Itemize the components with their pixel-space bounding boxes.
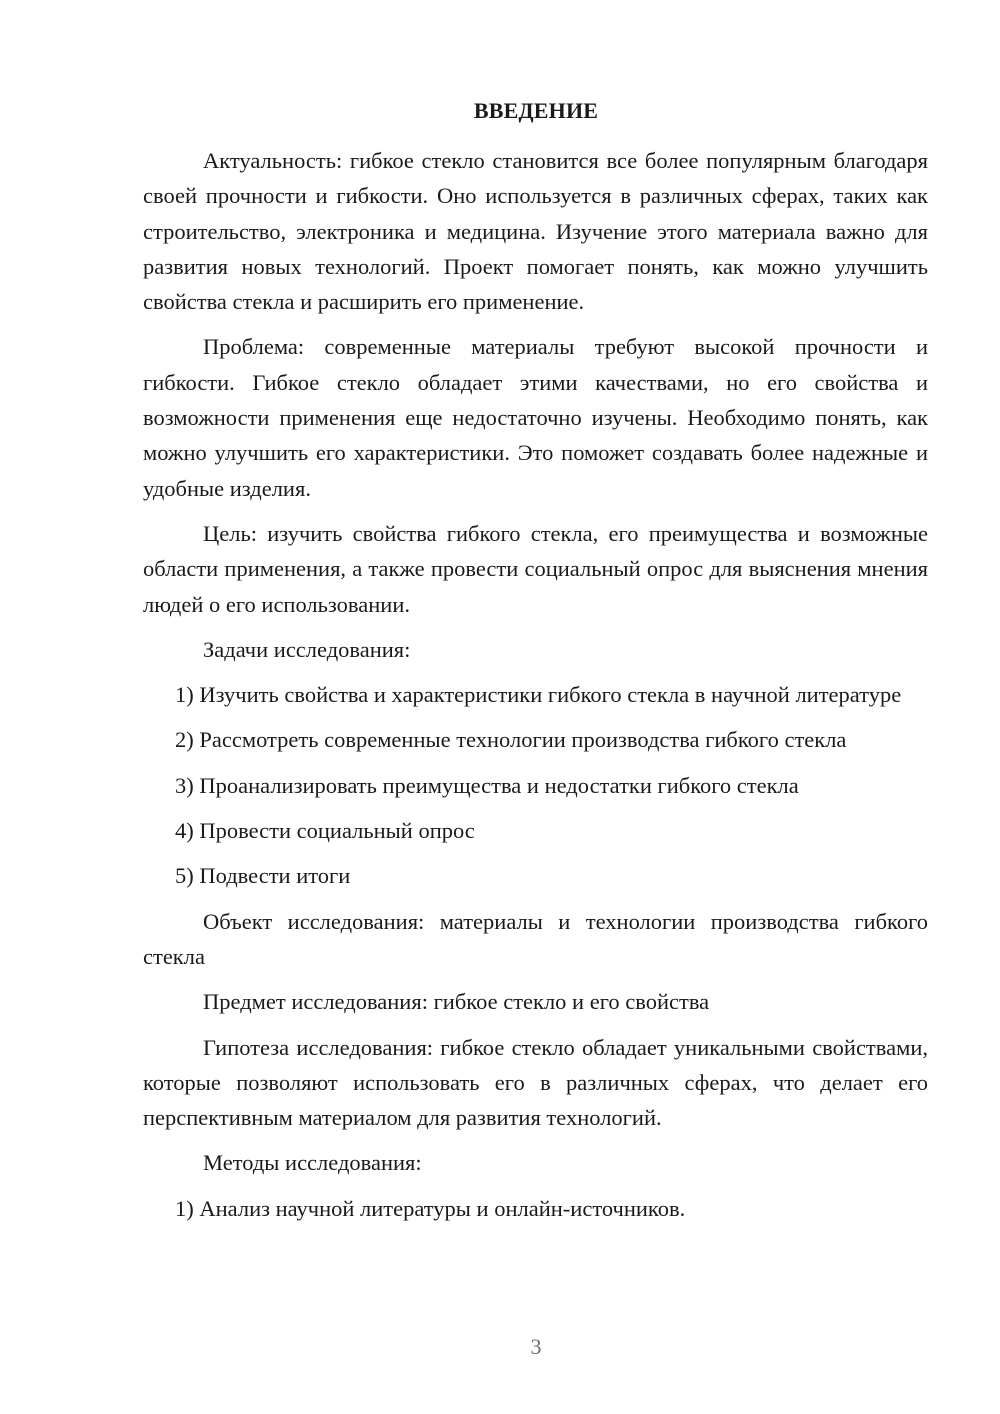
task-item: 5) Подвести итоги bbox=[175, 863, 351, 889]
task-item: 4) Провести социальный опрос bbox=[175, 818, 475, 844]
goal-paragraph: Цель: изучить свойства гибкого стекла, его преимущества и возможные области применения, а также провести социальный опрос для выяснения мнения людей о его использовании. bbox=[143, 520, 928, 617]
hypothesis-paragraph: Гипотеза исследования: гибкое стекло обладает уникальными свойствами, которые позволяют использовать его в различных сферах, что делает его перспективным материалом для развития технологий. bbox=[143, 1034, 928, 1131]
object-paragraph: Объект исследования: материалы и технологии производства гибкого стекла bbox=[143, 908, 928, 969]
document-body bbox=[143, 143, 928, 1236]
methods-heading: Методы исследования: bbox=[203, 1150, 422, 1176]
task-item: 2) Рассмотреть современные технологии производства гибкого стекла bbox=[175, 727, 847, 753]
method-item: 1) Анализ научной литературы и онлайн-источников. bbox=[175, 1195, 686, 1221]
section-heading: ВВЕДЕНИЕ bbox=[473, 98, 599, 123]
problem-paragraph: Проблема: современные материалы требуют высокой прочности и гибкости. Гибкое стекло обладает этими качествами, но его свойства и возможности применения еще недостаточно изучены. Необходимо понять, как можно улучшить его характеристики. Это поможет создавать более надежные и удобные изделия. bbox=[143, 334, 928, 501]
tasks-heading: Задачи исследования: bbox=[203, 636, 411, 662]
subject-paragraph: Предмет исследования: гибкое стекло и его свойства bbox=[203, 989, 710, 1015]
task-item: 1) Изучить свойства и характеристики гибкого стекла в научной литературе bbox=[175, 682, 902, 708]
relevance-paragraph: Актуальность: гибкое стекло становится все более популярным благодаря своей прочности и гибкости. Оно используется в различных сферах, таких как строительство, электроника и медицина. Изучение этого материала важно для развития новых технологий. Проект помогает понять, как можно улучшить свойства стекла и расширить его применение. bbox=[143, 148, 928, 315]
page-number: 3 bbox=[530, 1334, 542, 1359]
task-item: 3) Проанализировать преимущества и недостатки гибкого стекла bbox=[175, 772, 799, 798]
